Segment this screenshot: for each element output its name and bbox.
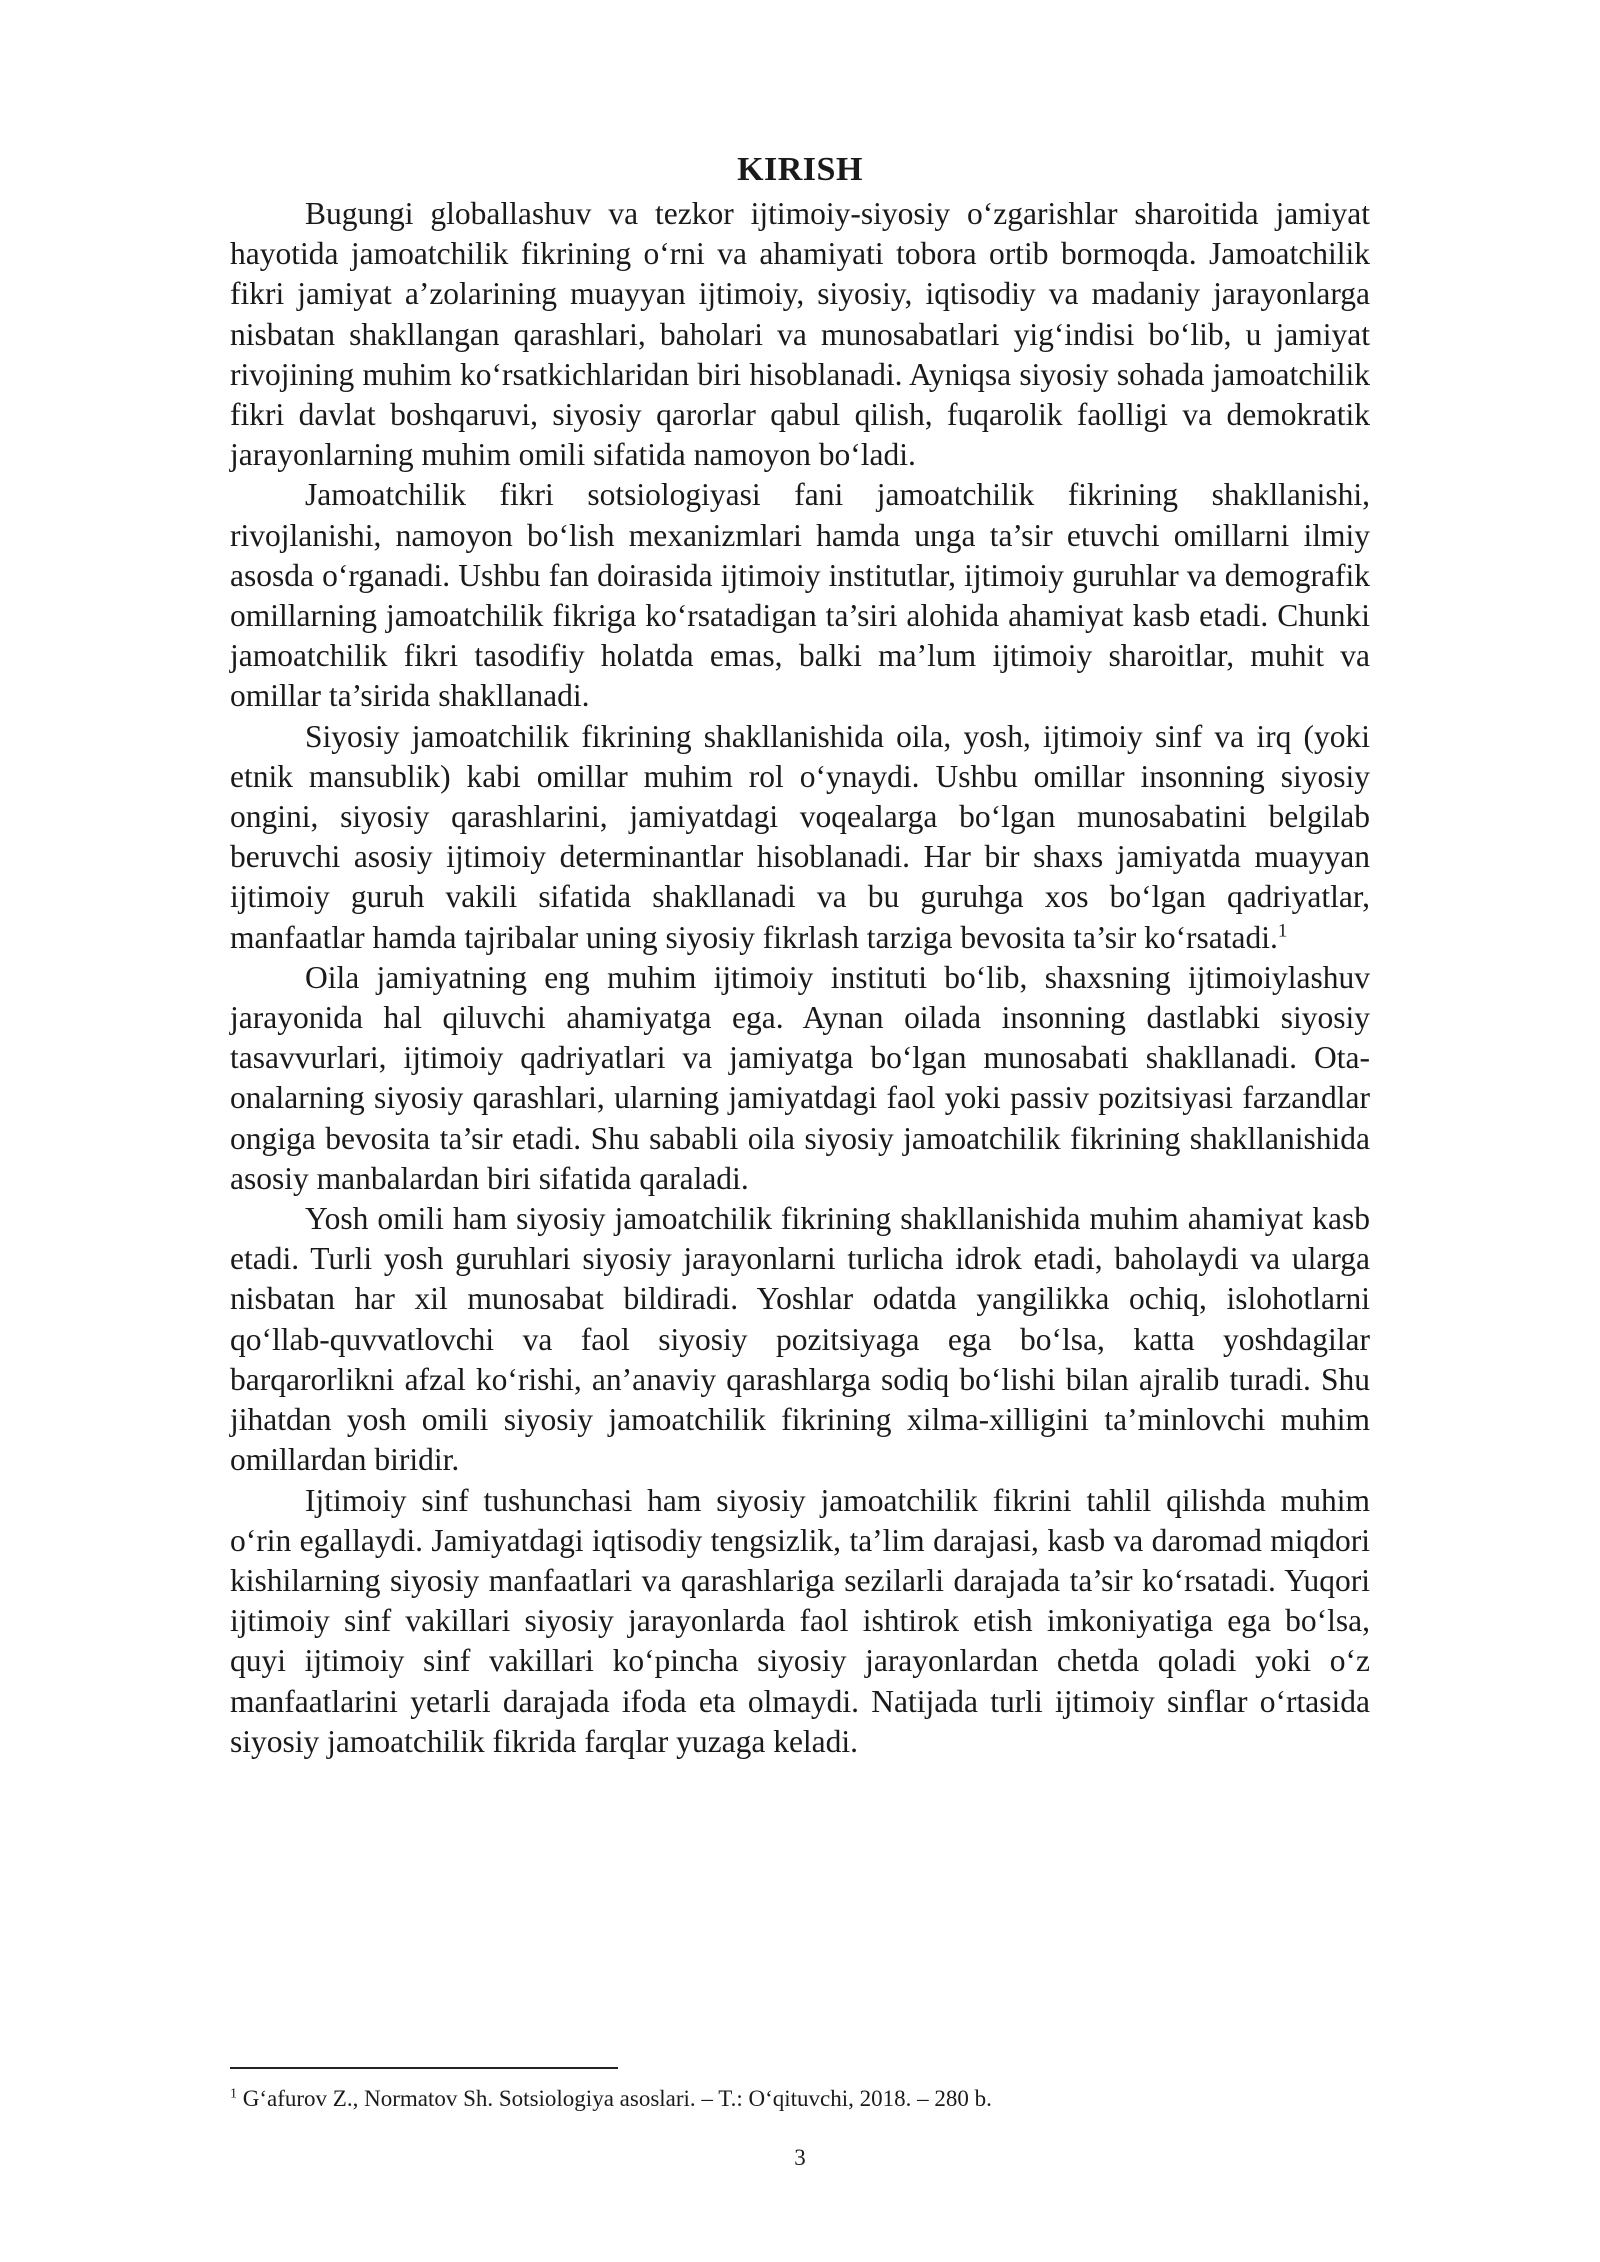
footnote-reference[interactable]: 1 (1277, 920, 1288, 942)
section-title: KIRISH (737, 151, 863, 188)
paragraph-4: Oila jamiyatning eng muhim ijtimoiy instituti bo‘lib, shaxsning ijtimoiylashuv jarayonida hal qiluvchi ahamiyatga ega. Aynan oilada insonning dastlabki siyosiy tasavvurlari, ijtimoiy qadriyatlari va jamiyatga bo‘lgan munosabati shakllanadi. Ota-onalarning siyosiy qarashlari, ularning jamiyatdagi faol yoki passiv pozitsiyasi farzandlar ongiga bevosita ta’sir etadi. Shu sababli oila siyosiy jamoatchilik fikrining shakllanishida asosiy manbalardan biri sifatida qaraladi. (230, 959, 1370, 1196)
paragraph-1: Bugungi globallashuv va tezkor ijtimoiy-siyosiy o‘zgarishlar sharoitida jamiyat hayotida jamoatchilik fikrining o‘rni va ahamiyati tobora ortib bormoqda. Jamoatchilik fikri jamiyat a’zolarining muayyan ijtimoiy, siyosiy, iqtisodiy va madaniy jarayonlarga nisbatan shakllangan qarashlari, baholari va munosabatlari yig‘indisi bo‘lib, u jamiyat rivojining muhim ko‘rsatkichlaridan biri hisoblanadi. Ayniqsa siyosiy sohada jamoatchilik fikri davlat boshqaruvi, siyosiy qarorlar qabul qilish, fuqarolik faolligi va demokratik jarayonlarning muhim omili sifatida namoyon bo‘ladi. (230, 196, 1370, 473)
paragraph-6: Ijtimoiy sinf tushunchasi ham siyosiy jamoatchilik fikrini tahlil qilishda muhim o‘rin egallaydi. Jamiyatdagi iqtisodiy tengsizlik, ta’lim darajasi, kasb va daromad miqdori kishilarning siyosiy manfaatlari va qarashlariga sezilarli darajada ta’sir ko‘rsatadi. Yuqori ijtimoiy sinf vakillari siyosiy jarayonlarda faol ishtirok etish imkoniyatiga ega bo‘lsa, quyi ijtimoiy sinf vakillari ko‘pincha siyosiy jarayonlardan chetda qoladi yoki o‘z manfaatlarini yetarli darajada ifoda eta olmaydi. Natijada turli ijtimoiy sinflar o‘rtasida siyosiy jamoatchilik fikrida farqlar yuzaga keladi. (230, 1482, 1370, 1759)
paragraph-3 (230, 717, 1370, 958)
paragraph-2: Jamoatchilik fikri sotsiologiyasi fani jamoatchilik fikrining shakllanishi, rivojlanishi, namoyon bo‘lish mexanizmlari hamda unga ta’sir etuvchi omillarni ilmiy asosda o‘rganadi. Ushbu fan doirasida ijtimoiy institutlar, ijtimoiy guruhlar va demografik omillarning jamoatchilik fikriga ko‘rsatadigan ta’siri alohida ahamiyat kasb etadi. Chunki jamoatchilik fikri tasodifiy holatda emas, balki ma’lum ijtimoiy sharoitlar, muhit va omillar ta’sirida shakllanadi. (230, 477, 1370, 714)
footnote-text: G‘afurov Z., Normatov Sh. Sotsiologiya asoslari. – T.: O‘qituvchi, 2018. – 280 b. (242, 2086, 992, 2111)
page-number: 3 (794, 2145, 806, 2170)
paragraph-3-text: Siyosiy jamoatchilik fikrining shakllanishida oila, yosh, ijtimoiy sinf va irq (yoki etnik mansublik) kabi omillar muhim rol o‘ynaydi. Ushbu omillar insonning siyosiy ongini, siyosiy qarashlarini, jamiyatdagi voqealarga bo‘lgan munosabatini belgilab beruvchi asosiy ijtimoiy determinantlar hisoblanadi. Har bir shaxs jamiyatda muayyan ijtimoiy guruh vakili sifatida shakllanadi va bu guruhga xos bo‘lgan qadriyatlar, manfaatlar hamda tajribalar uning siyosiy fikrlash tarziga bevosita ta’sir ko‘rsatadi. (230, 718, 1370, 955)
footnote-divider (230, 2067, 618, 2069)
document-body (230, 148, 1370, 1762)
footnote-marker: 1 (230, 2086, 237, 2102)
footnote (230, 2084, 1370, 2114)
paragraph-5: Yosh omili ham siyosiy jamoatchilik fikrining shakllanishida muhim ahamiyat kasb etadi. Turli yosh guruhlari siyosiy jarayonlarni turlicha idrok etadi, baholaydi va ularga nisbatan har xil munosabat bildiradi. Yoshlar odatda yangilikka ochiq, islohotlarni qo‘llab-quvvatlovchi va faol siyosiy pozitsiyaga ega bo‘lsa, katta yoshdagilar barqarorlikni afzal ko‘rishi, an’anaviy qarashlarga sodiq bo‘lishi bilan ajralib turadi. Shu jihatdan yosh omili siyosiy jamoatchilik fikrining xilma-xilligini ta’minlovchi muhim omillardan biridir. (230, 1201, 1370, 1478)
